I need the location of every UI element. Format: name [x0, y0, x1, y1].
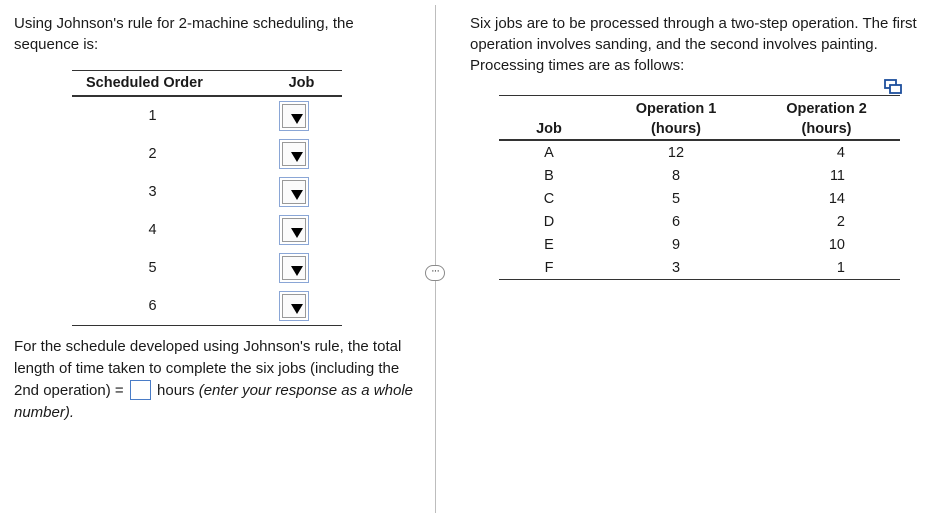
copy-icon[interactable] — [884, 78, 902, 94]
chevron-down-icon — [291, 228, 303, 238]
chevron-down-icon — [291, 114, 303, 124]
job-select-2[interactable] — [279, 139, 309, 169]
job-cell: B — [544, 167, 554, 184]
total-time-question — [14, 336, 414, 424]
order-number: 6 — [72, 287, 261, 326]
job-cell: D — [543, 213, 555, 230]
table-row — [499, 233, 900, 256]
job-select-3[interactable] — [279, 177, 309, 207]
job-cell: C — [543, 190, 555, 207]
scheduled-order-header: Scheduled Order — [72, 71, 261, 97]
question-text: For the schedule developed using Johnson's rule, the total length of time taken to complete the six jobs (including the 2nd operation) = — [14, 338, 402, 399]
table-row — [499, 140, 900, 164]
op1-cell: 9 — [671, 236, 681, 253]
schedule-table — [72, 70, 342, 326]
job-select-4[interactable] — [279, 215, 309, 245]
chevron-down-icon — [291, 266, 303, 276]
table-row — [499, 256, 900, 280]
processing-times-table — [499, 95, 900, 280]
table-row — [72, 249, 342, 287]
op2-cell: 11 — [829, 167, 845, 184]
order-number: 1 — [148, 108, 157, 124]
op2-cell: 2 — [836, 213, 845, 230]
chevron-down-icon — [291, 190, 303, 200]
order-number: 3 — [148, 184, 157, 200]
divider-handle[interactable]: ··· — [425, 265, 445, 281]
table-row — [72, 287, 342, 326]
operation-2-header: Operation 2 (hours) — [753, 96, 900, 141]
op2-cell: 10 — [828, 236, 845, 253]
job-cell: E — [544, 236, 554, 253]
chevron-down-icon — [291, 304, 303, 314]
table-row — [499, 187, 900, 210]
answer-hint: (enter your response as a whole number). — [14, 382, 414, 421]
table-row — [72, 96, 342, 135]
job-select-6[interactable] — [279, 291, 309, 321]
table-row — [499, 210, 900, 233]
op2-cell: 1 — [753, 256, 900, 280]
op1-cell: 5 — [671, 190, 681, 207]
hours-unit: hours — [157, 382, 195, 399]
panel-divider[interactable] — [435, 5, 436, 513]
order-number: 2 — [148, 146, 157, 162]
operation-1-header: Operation 1 (hours) — [599, 96, 753, 141]
right-intro-text: Six jobs are to be processed through a two-step operation. The first operation involves sanding, and the second involves painting. Processing times are as follows: — [470, 15, 917, 74]
op2-cell: 4 — [836, 144, 845, 161]
op1-cell: 8 — [671, 167, 681, 184]
table-row — [499, 164, 900, 187]
chevron-down-icon — [291, 152, 303, 162]
left-intro-text: Using Johnson's rule for 2-machine scheduling, the sequence is: — [14, 15, 354, 53]
op1-cell: 6 — [671, 213, 681, 230]
op2-cell: 14 — [828, 190, 845, 207]
table-row — [72, 211, 342, 249]
job-column-header: Job — [499, 96, 599, 141]
total-hours-input[interactable] — [130, 380, 151, 400]
job-cell: F — [499, 256, 599, 280]
job-header: Job — [261, 71, 342, 97]
table-row — [72, 173, 342, 211]
job-cell: A — [544, 144, 554, 161]
op1-cell: 3 — [599, 256, 753, 280]
job-select-1[interactable] — [279, 101, 309, 131]
order-number: 4 — [148, 222, 157, 238]
op1-cell: 12 — [667, 144, 685, 161]
table-row — [72, 135, 342, 173]
job-select-5[interactable] — [279, 253, 309, 283]
order-number: 5 — [148, 260, 157, 276]
